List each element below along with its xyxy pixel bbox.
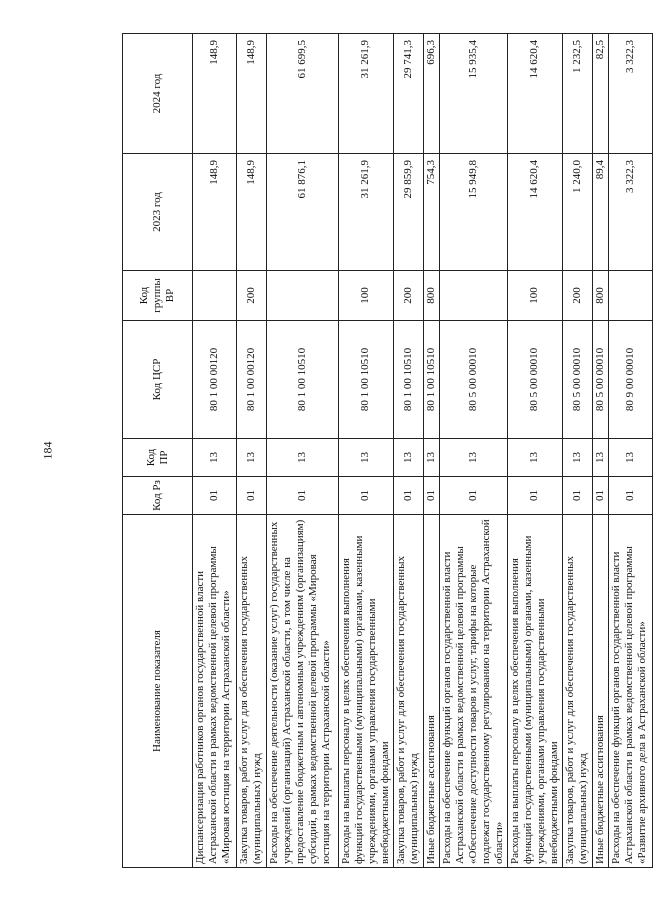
cell-name: Расходы на выплаты персоналу в целях обеспечения выполнения функций государственными (муниципальными) органами, казенными учреждениями, органами управления государственными внебюджетными фондами: [339, 515, 394, 868]
cell-y2023: 754,3: [423, 154, 439, 271]
cell-name: Закупка товаров, работ и услуг для обеспечения государственных (муниципальных) нужд: [237, 515, 267, 868]
cell-rz: 01: [267, 477, 339, 515]
cell-y2023: 148,9: [237, 154, 267, 271]
cell-pr: 13: [237, 439, 267, 477]
cell-rz: 01: [193, 477, 237, 515]
cell-rz: 01: [562, 477, 592, 515]
cell-pr: 13: [507, 439, 562, 477]
cell-csr: 80 1 00 10510: [267, 321, 339, 439]
cell-csr: 80 1 00 00120: [237, 321, 267, 439]
table-row: [423, 34, 439, 868]
header-name: Наименование показателя: [123, 515, 193, 868]
cell-rz: 01: [592, 477, 608, 515]
page-number: 184: [40, 441, 55, 460]
cell-pr: 13: [267, 439, 339, 477]
table-row: [393, 34, 423, 868]
header-rz: Код Рз: [123, 477, 193, 515]
cell-csr: 80 5 00 00010: [439, 321, 507, 439]
cell-rz: 01: [507, 477, 562, 515]
cell-y2023: 3 322,3: [608, 154, 652, 271]
table-row: [507, 34, 562, 868]
cell-rz: 01: [608, 477, 652, 515]
cell-csr: 80 1 00 00120: [193, 321, 237, 439]
cell-vr: 100: [339, 271, 394, 321]
header-2024: 2024 год: [123, 34, 193, 154]
cell-name: Расходы на обеспечение функций органов государственной власти Астраханской области в рамках ведомственной целевой программы «Развитие архивного дела в Астраханской области»: [608, 515, 652, 868]
cell-csr: 80 5 00 00010: [507, 321, 562, 439]
cell-rz: 01: [237, 477, 267, 515]
cell-vr: [439, 271, 507, 321]
table-row: [562, 34, 592, 868]
cell-y2024: 31 261,9: [339, 34, 394, 154]
header-csr: Код ЦСР: [123, 321, 193, 439]
table-row: [439, 34, 507, 868]
cell-pr: 13: [562, 439, 592, 477]
cell-pr: 13: [393, 439, 423, 477]
cell-vr: [267, 271, 339, 321]
cell-y2024: 148,9: [193, 34, 237, 154]
cell-y2023: 29 859,9: [393, 154, 423, 271]
cell-pr: 13: [193, 439, 237, 477]
header-pr: Код ПР: [123, 439, 193, 477]
cell-csr: 80 5 00 00010: [592, 321, 608, 439]
cell-y2024: 696,3: [423, 34, 439, 154]
cell-vr: 800: [423, 271, 439, 321]
cell-rz: 01: [393, 477, 423, 515]
cell-name: Иные бюджетные ассигнования: [592, 515, 608, 868]
cell-vr: 100: [507, 271, 562, 321]
header-vr: Код группы ВР: [123, 271, 193, 321]
cell-name: Закупка товаров, работ и услуг для обеспечения государственных (муниципальных) нужд: [562, 515, 592, 868]
cell-y2024: 29 741,3: [393, 34, 423, 154]
cell-pr: 13: [339, 439, 394, 477]
cell-name: Расходы на обеспечение деятельности (оказание услуг) государственных учреждений (организаций) Астраханской области, в том числе на предоставление бюджетным и автономным учреждениям (организациям) субсидий, в рамках ведомственной целевой программы «Мировая юстиция на территории Астраханской области»: [267, 515, 339, 868]
cell-y2023: 15 949,8: [439, 154, 507, 271]
cell-y2024: 14 620,4: [507, 34, 562, 154]
cell-rz: 01: [423, 477, 439, 515]
cell-vr: 200: [562, 271, 592, 321]
cell-y2024: 61 699,5: [267, 34, 339, 154]
cell-rz: 01: [339, 477, 394, 515]
table-row: [608, 34, 652, 868]
cell-vr: [608, 271, 652, 321]
cell-y2023: 148,9: [193, 154, 237, 271]
table-row: [193, 34, 237, 868]
table-row: [267, 34, 339, 868]
cell-name: Диспансеризация работников органов государственной власти Астраханской области в рамках ведомственной целевой программы «Мировая юстиция на территории Астраханской области»: [193, 515, 237, 868]
cell-y2024: 1 232,5: [562, 34, 592, 154]
table-row: [592, 34, 608, 868]
cell-y2023: 89,4: [592, 154, 608, 271]
table-body: [193, 34, 653, 868]
header-row: [123, 34, 193, 868]
cell-y2024: 148,9: [237, 34, 267, 154]
cell-pr: 13: [423, 439, 439, 477]
header-2023: 2023 год: [123, 154, 193, 271]
cell-rz: 01: [439, 477, 507, 515]
cell-vr: [193, 271, 237, 321]
cell-y2023: 31 261,9: [339, 154, 394, 271]
cell-y2024: 82,5: [592, 34, 608, 154]
cell-pr: 13: [439, 439, 507, 477]
table-row: [339, 34, 394, 868]
cell-y2024: 15 935,4: [439, 34, 507, 154]
cell-y2023: 61 876,1: [267, 154, 339, 271]
cell-csr: 80 5 00 00010: [562, 321, 592, 439]
cell-vr: 200: [237, 271, 267, 321]
cell-y2023: 1 240,0: [562, 154, 592, 271]
cell-name: Иные бюджетные ассигнования: [423, 515, 439, 868]
cell-name: Расходы на выплаты персоналу в целях обеспечения выполнения функций государственными (муниципальными) органами, казенными учреждениями, органами управления государственными внебюджетными фондами: [507, 515, 562, 868]
table-row: [237, 34, 267, 868]
budget-table: [122, 33, 653, 868]
cell-pr: 13: [592, 439, 608, 477]
cell-name: Расходы на обеспечение функций органов государственной власти Астраханской области в рамках ведомственной целевой программы «Обеспечение доступности товаров и услуг, тарифы на которые подлежат государственному регулированию на территории Астраханской области»: [439, 515, 507, 868]
cell-vr: 800: [592, 271, 608, 321]
cell-y2024: 3 322,3: [608, 34, 652, 154]
cell-pr: 13: [608, 439, 652, 477]
cell-csr: 80 1 00 10510: [339, 321, 394, 439]
cell-csr: 80 9 00 00010: [608, 321, 652, 439]
cell-y2023: 14 620,4: [507, 154, 562, 271]
cell-csr: 80 1 00 10510: [423, 321, 439, 439]
cell-name: Закупка товаров, работ и услуг для обеспечения государственных (муниципальных) нужд: [393, 515, 423, 868]
cell-csr: 80 1 00 10510: [393, 321, 423, 439]
cell-vr: 200: [393, 271, 423, 321]
rotated-page: [122, 34, 648, 868]
